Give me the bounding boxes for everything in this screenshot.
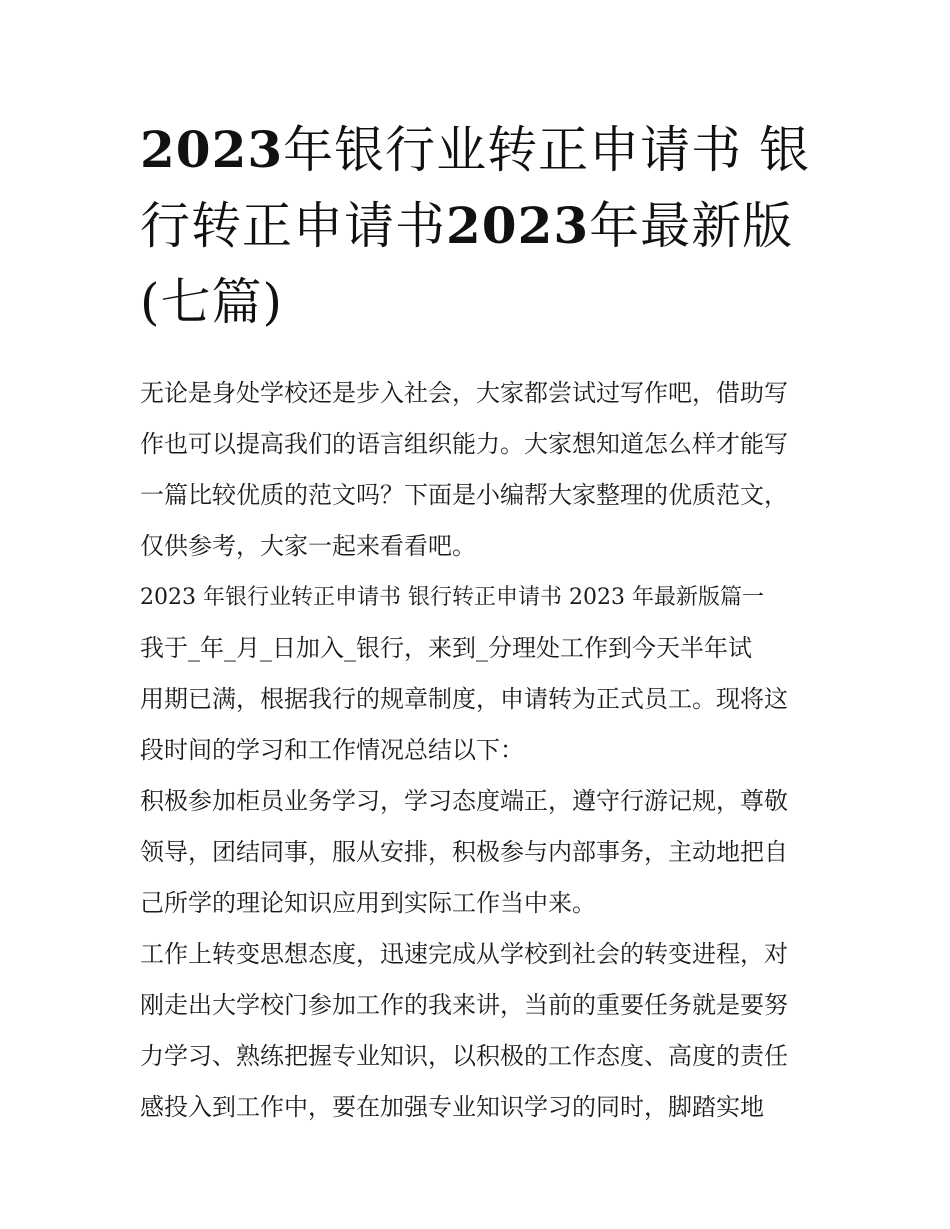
title-line-1 <box>140 112 812 188</box>
title-text-2: 行转正申请书 <box>140 197 446 255</box>
paragraph-line: 仅供参考，大家一起来看看吧。 <box>140 532 476 560</box>
title-text-2-tail: 年最新版 <box>589 197 794 255</box>
paragraph-line: 刚走出大学校门参加工作的我来讲，当前的重要任务就是要努 <box>140 991 788 1019</box>
paragraph-line: 己所学的理论知识应用到实际工作当中来。 <box>140 889 596 917</box>
title-text-1: 年银行业转正申请书 银 <box>283 121 811 179</box>
document-title <box>140 112 812 340</box>
body-paragraph-1 <box>140 623 812 776</box>
intro-paragraph <box>140 368 812 572</box>
title-year-2: 2023 <box>446 196 590 255</box>
paragraph-line: 感投入到工作中，要在加强专业知识学习的同时，脚踏实地 <box>140 1093 764 1121</box>
body-paragraph-3 <box>140 929 812 1133</box>
document-body <box>140 368 812 1133</box>
paragraph-line: 段时间的学习和工作情况总结以下： <box>140 736 524 764</box>
title-line-2 <box>140 188 812 264</box>
title-year-1: 2023 <box>140 120 284 179</box>
paragraph-line: 我于_年_月_日加入_银行，来到_分理处工作到今天半年试 <box>140 634 752 662</box>
paragraph-line: 工作上转变思想态度，迅速完成从学校到社会的转变进程，对 <box>140 940 788 968</box>
section-heading: 2023 年银行业转正申请书 银行转正申请书 2023 年最新版篇一 <box>140 585 764 610</box>
document-page <box>140 112 812 1133</box>
body-paragraph-2 <box>140 776 812 929</box>
paragraph-line: 作也可以提高我们的语言组织能力。大家想知道怎么样才能写 <box>140 430 788 458</box>
title-line-3: (七篇) <box>140 273 284 331</box>
paragraph-line: 无论是身处学校还是步入社会，大家都尝试过写作吧，借助写 <box>140 379 788 407</box>
paragraph-line: 力学习、熟练把握专业知识，以积极的工作态度、高度的责任 <box>140 1042 788 1070</box>
paragraph-line: 用期已满，根据我行的规章制度，申请转为正式员工。现将这 <box>140 685 788 713</box>
paragraph-line: 领导，团结同事，服从安排，积极参与内部事务，主动地把自 <box>140 838 788 866</box>
paragraph-line: 积极参加柜员业务学习，学习态度端正，遵守行游记规，尊敬 <box>140 787 788 815</box>
paragraph-line: 一篇比较优质的范文吗？下面是小编帮大家整理的优质范文， <box>140 481 788 509</box>
